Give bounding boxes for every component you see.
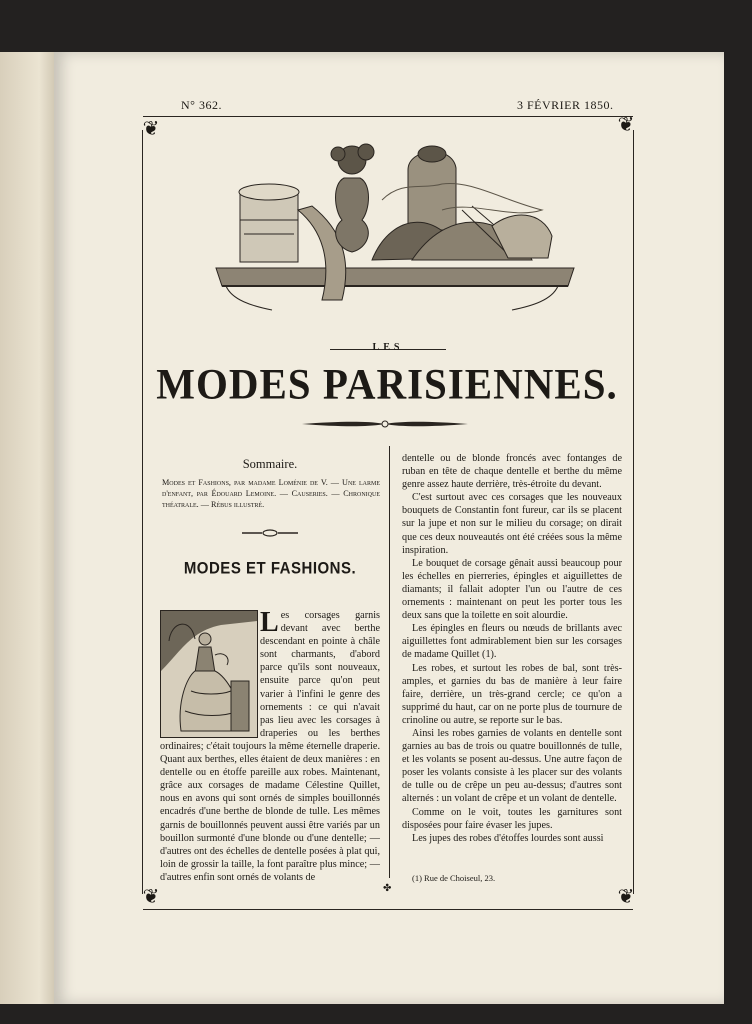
paragraph: Les robes, et surtout les robes de bal, sont très-amples, et garnies du bas de manière à leur faire faire, derrière, un très-grand cercle; ce qu'on a supprimé du haut, car on ne porte plus de tournure de crinoline ou autre, se reporte sur le bas.	[402, 662, 622, 726]
corner-ornament-icon: ❦	[617, 886, 635, 908]
paragraph: Comme on le voit, toutes les garnitures sont disposées pour faire évaser les jupes.	[402, 806, 622, 831]
paragraph: Le bouquet de corsage gênait aussi beaucoup pour les échelles en pierreries, épingles et aiguillettes de diamants; il fallait adopter l'un ou l'autre de ces ornements : maintenant on peut les porter tous les deux sans que la toilette en soit alourdie.	[402, 557, 622, 622]
sommaire-contents: Modes et Fashions, par madame Loménie de V. — Une larme d'enfant, par Édouard Lemoine. — Causeries. — Chronique théatrale. — Rébus illustré.	[162, 478, 380, 509]
sommaire-title: Sommaire.	[242, 457, 298, 471]
column-rule	[389, 446, 390, 878]
paragraph: C'est surtout avec ces corsages que les nouveaux bouquets de Constantin font fureur, car ils se placent sur la jupe et non sur le milieu du corsage; on dirait que ces deux nouveautés ont été créées sous la même inspiration.	[402, 492, 622, 556]
footnote: (1) Rue de Choiseul, 23.	[412, 873, 496, 883]
frame-right-rule	[633, 130, 634, 894]
paragraph: Les jupes des robes d'étoffes lourdes sont aussi	[412, 832, 604, 844]
paragraph: dentelle ou de blonde froncés avec fontanges de ruban en tête de chaque dentelle et berthe du même genre assez haute derrière, très-étroite du devant.	[402, 453, 622, 491]
left-column-body: es corsages garnis devant avec berthe descendant en pointe à châle sont charmants, d'abord parce qu'ils sont nouveaux, ensuite parce qu'on peut varier à l'infini le genre des ornements : ce qui n'avait pas lieu avec les corsages à draperies ou les berthes ordinaires; c'était toujours la même éternelle draperie. Quant aux berthes, elles étaient de deux manières : en dentelle ou en étoffe pareille aux robes. Maintenant, grâce aux corsages de madame Célestine Quillet, nous en avons qui sont ornés de simples bouillonnés encadrés d'une berthe de blonde de tulle. Les mêmes garnis de bouillonnés peuvent aussi être variés par un bouillon surmonté d'une blonde ou d'une dentelle; — d'autres ont des échelles de dentelle posées à plat qui, loin de grossir la taille, la font paraître plus mince; — d'autres enfin sont ornés de volants de	[160, 610, 380, 883]
sommaire-ornament	[240, 528, 300, 538]
frame-left-rule	[142, 130, 143, 894]
paragraph: Les épingles en fleurs ou nœuds de brillants avec aiguillettes font admirablement bien sur les corsages de madame Quillet (1).	[402, 623, 622, 661]
masthead-title: MODES PARISIENNES.	[156, 359, 618, 409]
drop-cap: L	[260, 607, 279, 638]
paragraph: Ainsi les robes garnies de volants en dentelle sont garnies au bas de trois ou quatre bouillonnés de tulle, et les volants se posent au-dessus. Une autre façon de poser les volants consiste à les placer sur des volants de tulle ou de crêpe un peu au-dessus; d'autres sont alternés : un volant de crêpe et un volant de dentelle.	[402, 727, 622, 805]
bottom-fleuron-icon: ✤	[383, 883, 392, 894]
corner-ornament-icon: ❦	[617, 114, 635, 136]
fashion-plate-illustration	[160, 610, 258, 738]
issue-number: N° 362.	[181, 98, 222, 112]
right-column-text	[402, 452, 622, 845]
section-title: MODES ET FASHIONS.	[183, 559, 357, 578]
left-page-edge	[0, 52, 57, 1004]
masthead-vignette-illustration	[212, 140, 578, 314]
issue-date: 3 FÉVRIER 1850.	[517, 98, 614, 112]
title-rule-ornament	[300, 418, 470, 430]
corner-ornament-icon: ❦	[142, 886, 160, 908]
corner-ornament-icon: ❦	[142, 118, 160, 140]
masthead-article: LES	[372, 342, 404, 353]
